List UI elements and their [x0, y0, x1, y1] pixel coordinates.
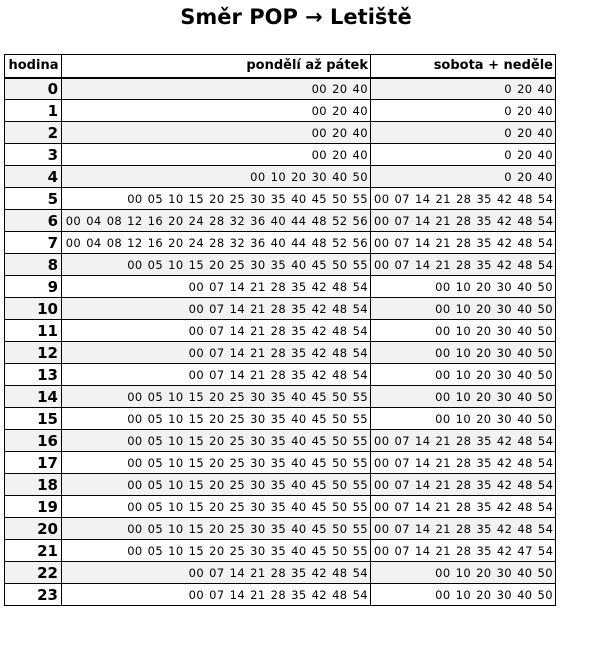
hour-cell: 11	[5, 320, 62, 342]
table-row	[5, 144, 556, 166]
hour-cell: 6	[5, 210, 62, 232]
weekend-departures-cell: 00 10 20 30 40 50	[371, 584, 556, 606]
table-row	[5, 452, 556, 474]
hour-cell: 23	[5, 584, 62, 606]
weekday-departures-cell: 00 04 08 12 16 20 24 28 32 36 40 44 48 52 56	[62, 210, 371, 232]
table-row	[5, 474, 556, 496]
weekend-departures-cell: 0 20 40	[371, 78, 556, 100]
weekend-departures-cell: 0 20 40	[371, 122, 556, 144]
timetable-body	[5, 78, 556, 606]
header-hour: hodina	[5, 55, 62, 78]
weekday-departures-cell: 00 20 40	[62, 144, 371, 166]
weekend-departures-cell: 00 07 14 21 28 35 42 48 54	[371, 210, 556, 232]
table-row	[5, 100, 556, 122]
table-row	[5, 342, 556, 364]
weekend-departures-cell: 00 07 14 21 28 35 42 48 54	[371, 518, 556, 540]
table-row	[5, 496, 556, 518]
table-row	[5, 188, 556, 210]
weekday-departures-cell: 00 20 40	[62, 100, 371, 122]
weekday-departures-cell: 00 05 10 15 20 25 30 35 40 45 50 55	[62, 254, 371, 276]
weekday-departures-cell: 00 20 40	[62, 122, 371, 144]
weekend-departures-cell: 00 10 20 30 40 50	[371, 364, 556, 386]
weekday-departures-cell: 00 05 10 15 20 25 30 35 40 45 50 55	[62, 386, 371, 408]
table-row	[5, 320, 556, 342]
weekend-departures-cell: 0 20 40	[371, 144, 556, 166]
weekend-departures-cell: 00 10 20 30 40 50	[371, 408, 556, 430]
weekday-departures-cell: 00 05 10 15 20 25 30 35 40 45 50 55	[62, 518, 371, 540]
table-row	[5, 254, 556, 276]
hour-cell: 9	[5, 276, 62, 298]
hour-cell: 17	[5, 452, 62, 474]
hour-cell: 19	[5, 496, 62, 518]
weekend-departures-cell: 00 07 14 21 28 35 42 48 54	[371, 496, 556, 518]
weekend-departures-cell: 00 07 14 21 28 35 42 48 54	[371, 474, 556, 496]
weekend-departures-cell: 00 07 14 21 28 35 42 47 54	[371, 540, 556, 562]
page-title: Směr POP → Letiště	[180, 5, 412, 29]
weekday-departures-cell: 00 05 10 15 20 25 30 35 40 45 50 55	[62, 474, 371, 496]
hour-cell: 10	[5, 298, 62, 320]
weekend-departures-cell: 00 10 20 30 40 50	[371, 386, 556, 408]
table-row	[5, 232, 556, 254]
weekday-departures-cell: 00 10 20 30 40 50	[62, 166, 371, 188]
weekday-departures-cell: 00 07 14 21 28 35 42 48 54	[62, 320, 371, 342]
hour-cell: 8	[5, 254, 62, 276]
weekday-departures-cell: 00 05 10 15 20 25 30 35 40 45 50 55	[62, 408, 371, 430]
table-row	[5, 518, 556, 540]
weekend-departures-cell: 00 07 14 21 28 35 42 48 54	[371, 430, 556, 452]
hour-cell: 16	[5, 430, 62, 452]
hour-cell: 3	[5, 144, 62, 166]
weekday-departures-cell: 00 05 10 15 20 25 30 35 40 45 50 55	[62, 452, 371, 474]
weekend-departures-cell: 00 07 14 21 28 35 42 48 54	[371, 254, 556, 276]
table-row	[5, 584, 556, 606]
weekend-departures-cell: 00 07 14 21 28 35 42 48 54	[371, 188, 556, 210]
weekday-departures-cell: 00 05 10 15 20 25 30 35 40 45 50 55	[62, 188, 371, 210]
weekend-departures-cell: 00 10 20 30 40 50	[371, 342, 556, 364]
hour-cell: 18	[5, 474, 62, 496]
header-row	[5, 55, 556, 78]
header-weekdays: pondělí až pátek	[62, 55, 371, 78]
weekend-departures-cell: 00 10 20 30 40 50	[371, 276, 556, 298]
weekday-departures-cell: 00 07 14 21 28 35 42 48 54	[62, 364, 371, 386]
hour-cell: 13	[5, 364, 62, 386]
table-row	[5, 166, 556, 188]
table-row	[5, 210, 556, 232]
table-row	[5, 408, 556, 430]
hour-cell: 22	[5, 562, 62, 584]
weekday-departures-cell: 00 07 14 21 28 35 42 48 54	[62, 584, 371, 606]
table-row	[5, 386, 556, 408]
hour-cell: 5	[5, 188, 62, 210]
hour-cell: 2	[5, 122, 62, 144]
weekday-departures-cell: 00 07 14 21 28 35 42 48 54	[62, 298, 371, 320]
weekday-departures-cell: 00 05 10 15 20 25 30 35 40 45 50 55	[62, 496, 371, 518]
weekend-departures-cell: 00 10 20 30 40 50	[371, 562, 556, 584]
hour-cell: 4	[5, 166, 62, 188]
header-weekend: sobota + neděle	[371, 55, 556, 78]
hour-cell: 12	[5, 342, 62, 364]
hour-cell: 21	[5, 540, 62, 562]
weekend-departures-cell: 0 20 40	[371, 166, 556, 188]
weekday-departures-cell: 00 04 08 12 16 20 24 28 32 36 40 44 48 52 56	[62, 232, 371, 254]
table-row	[5, 540, 556, 562]
hour-cell: 7	[5, 232, 62, 254]
table-row	[5, 276, 556, 298]
weekday-departures-cell: 00 07 14 21 28 35 42 48 54	[62, 276, 371, 298]
weekday-departures-cell: 00 05 10 15 20 25 30 35 40 45 50 55	[62, 430, 371, 452]
weekend-departures-cell: 00 07 14 21 28 35 42 48 54	[371, 452, 556, 474]
weekday-departures-cell: 00 05 10 15 20 25 30 35 40 45 50 55	[62, 540, 371, 562]
weekend-departures-cell: 00 07 14 21 28 35 42 48 54	[371, 232, 556, 254]
table-row	[5, 298, 556, 320]
hour-cell: 1	[5, 100, 62, 122]
weekend-departures-cell: 00 10 20 30 40 50	[371, 320, 556, 342]
table-row	[5, 364, 556, 386]
table-row	[5, 122, 556, 144]
weekday-departures-cell: 00 07 14 21 28 35 42 48 54	[62, 342, 371, 364]
weekday-departures-cell: 00 20 40	[62, 78, 371, 100]
table-row	[5, 78, 556, 100]
hour-cell: 14	[5, 386, 62, 408]
weekend-departures-cell: 0 20 40	[371, 100, 556, 122]
timetable	[4, 54, 556, 606]
weekday-departures-cell: 00 07 14 21 28 35 42 48 54	[62, 562, 371, 584]
table-row	[5, 562, 556, 584]
hour-cell: 20	[5, 518, 62, 540]
table-row	[5, 430, 556, 452]
hour-cell: 0	[5, 78, 62, 100]
weekend-departures-cell: 00 10 20 30 40 50	[371, 298, 556, 320]
hour-cell: 15	[5, 408, 62, 430]
